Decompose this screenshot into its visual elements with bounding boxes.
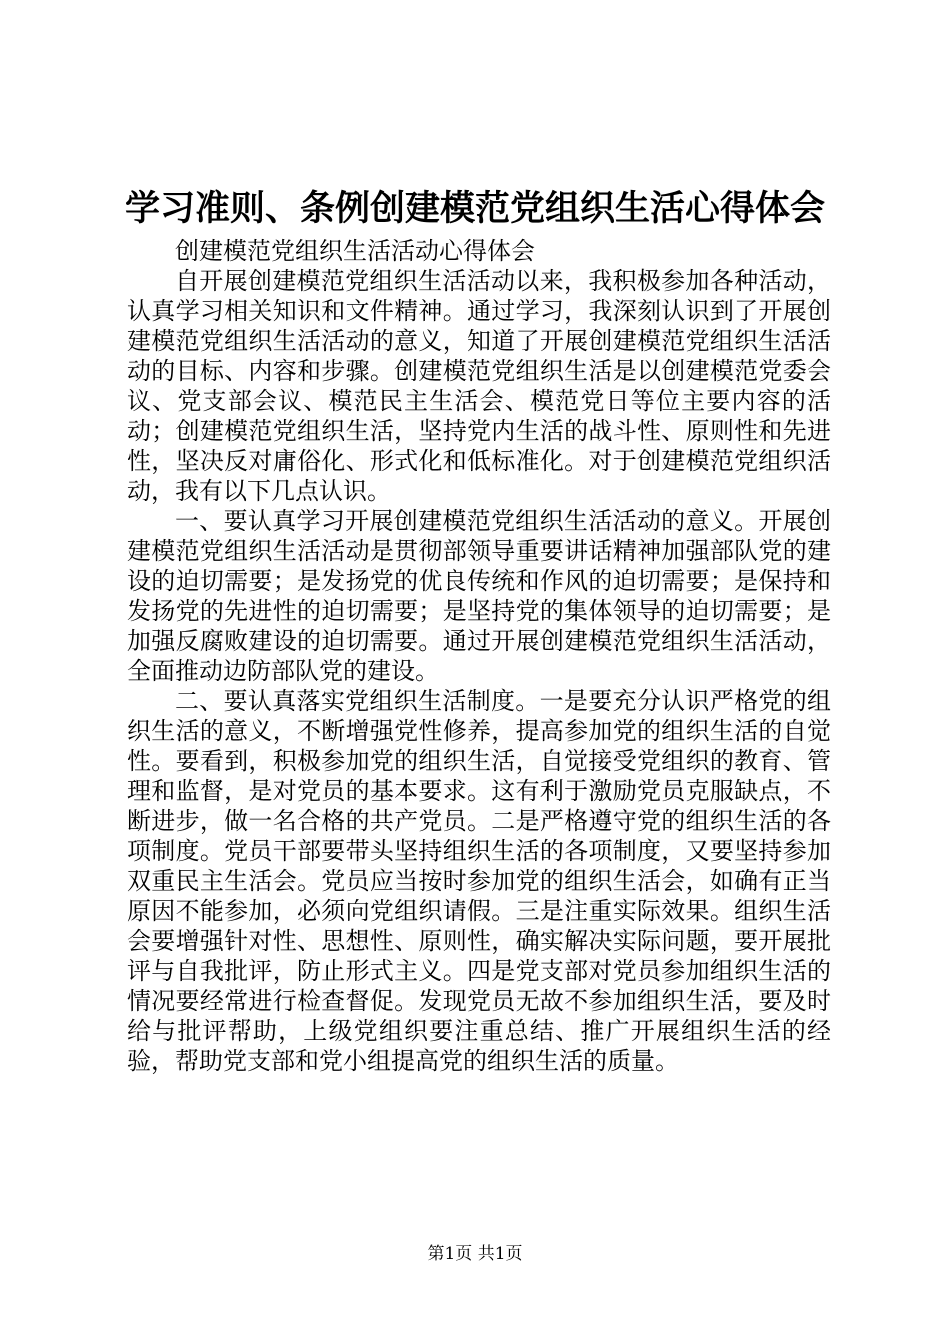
document-subtitle: 创建模范党组织生活活动心得体会 [175,237,535,265]
paragraph-point-two: 二、要认真落实党组织生活制度。一是要充分认识严格党的组织生活的意义，不断增强党性修养，提高参加党的组织生活的自觉性。要看到，积极参加党的组织生活，自觉接受党组织的教育、管理和监督，是对党员的基本要求。这有利于激励党员克服缺点，不断进步，做一名合格的共产党员。二是严格遵守党的组织生活的各项制度。党员干部要带头坚持组织生活的各项制度，又要坚持参加双重民主生活会。党员应当按时参加党的组织生活会，如确有正当原因不能参加，必须向党组织请假。三是注重实际效果。组织生活会要增强针对性、思想性、原则性，确实解决实际问题，要开展批评与自我批评，防止形式主义。四是党支部对党员参加组织生活的情况要经常进行检查督促。发现党员无故不参加组织生活，要及时给与批评帮助，上级党组织要注重总结、推广开展组织生活的经验，帮助党支部和党小组提高党的组织生活的质量。 [127,687,831,1075]
paragraph-intro: 自开展创建模范党组织生活活动以来，我积极参加各种活动，认真学习相关知识和文件精神。通过学习，我深刻认识到了开展创建模范党组织生活活动的意义，知道了开展创建模范党组织生活活动的目标、内容和步骤。创建模范党组织生活是以创建模范党委会议、党支部会议、模范民主生活会、模范党日等位主要内容的活动；创建模范党组织生活，坚持党内生活的战斗性、原则性和先进性，坚决反对庸俗化、形式化和低标准化。对于创建模范党组织活动，我有以下几点认识。 [127,267,831,505]
document-body [127,236,831,1076]
paragraph-point-one: 一、要认真学习开展创建模范党组织生活活动的意义。开展创建模范党组织生活活动是贯彻部领导重要讲话精神加强部队党的建设的迫切需要；是发扬党的优良传统和作风的迫切需要；是保持和发扬党的先进性的迫切需要；是坚持党的集体领导的迫切需要；是加强反腐败建设的迫切需要。通过开展创建模范党组织生活活动，全面推动边防部队党的建设。 [127,507,831,685]
page-footer: 第1页 共1页 [427,1244,523,1264]
document-title: 学习准则、条例创建模范党组织生活心得体会 [124,188,825,229]
